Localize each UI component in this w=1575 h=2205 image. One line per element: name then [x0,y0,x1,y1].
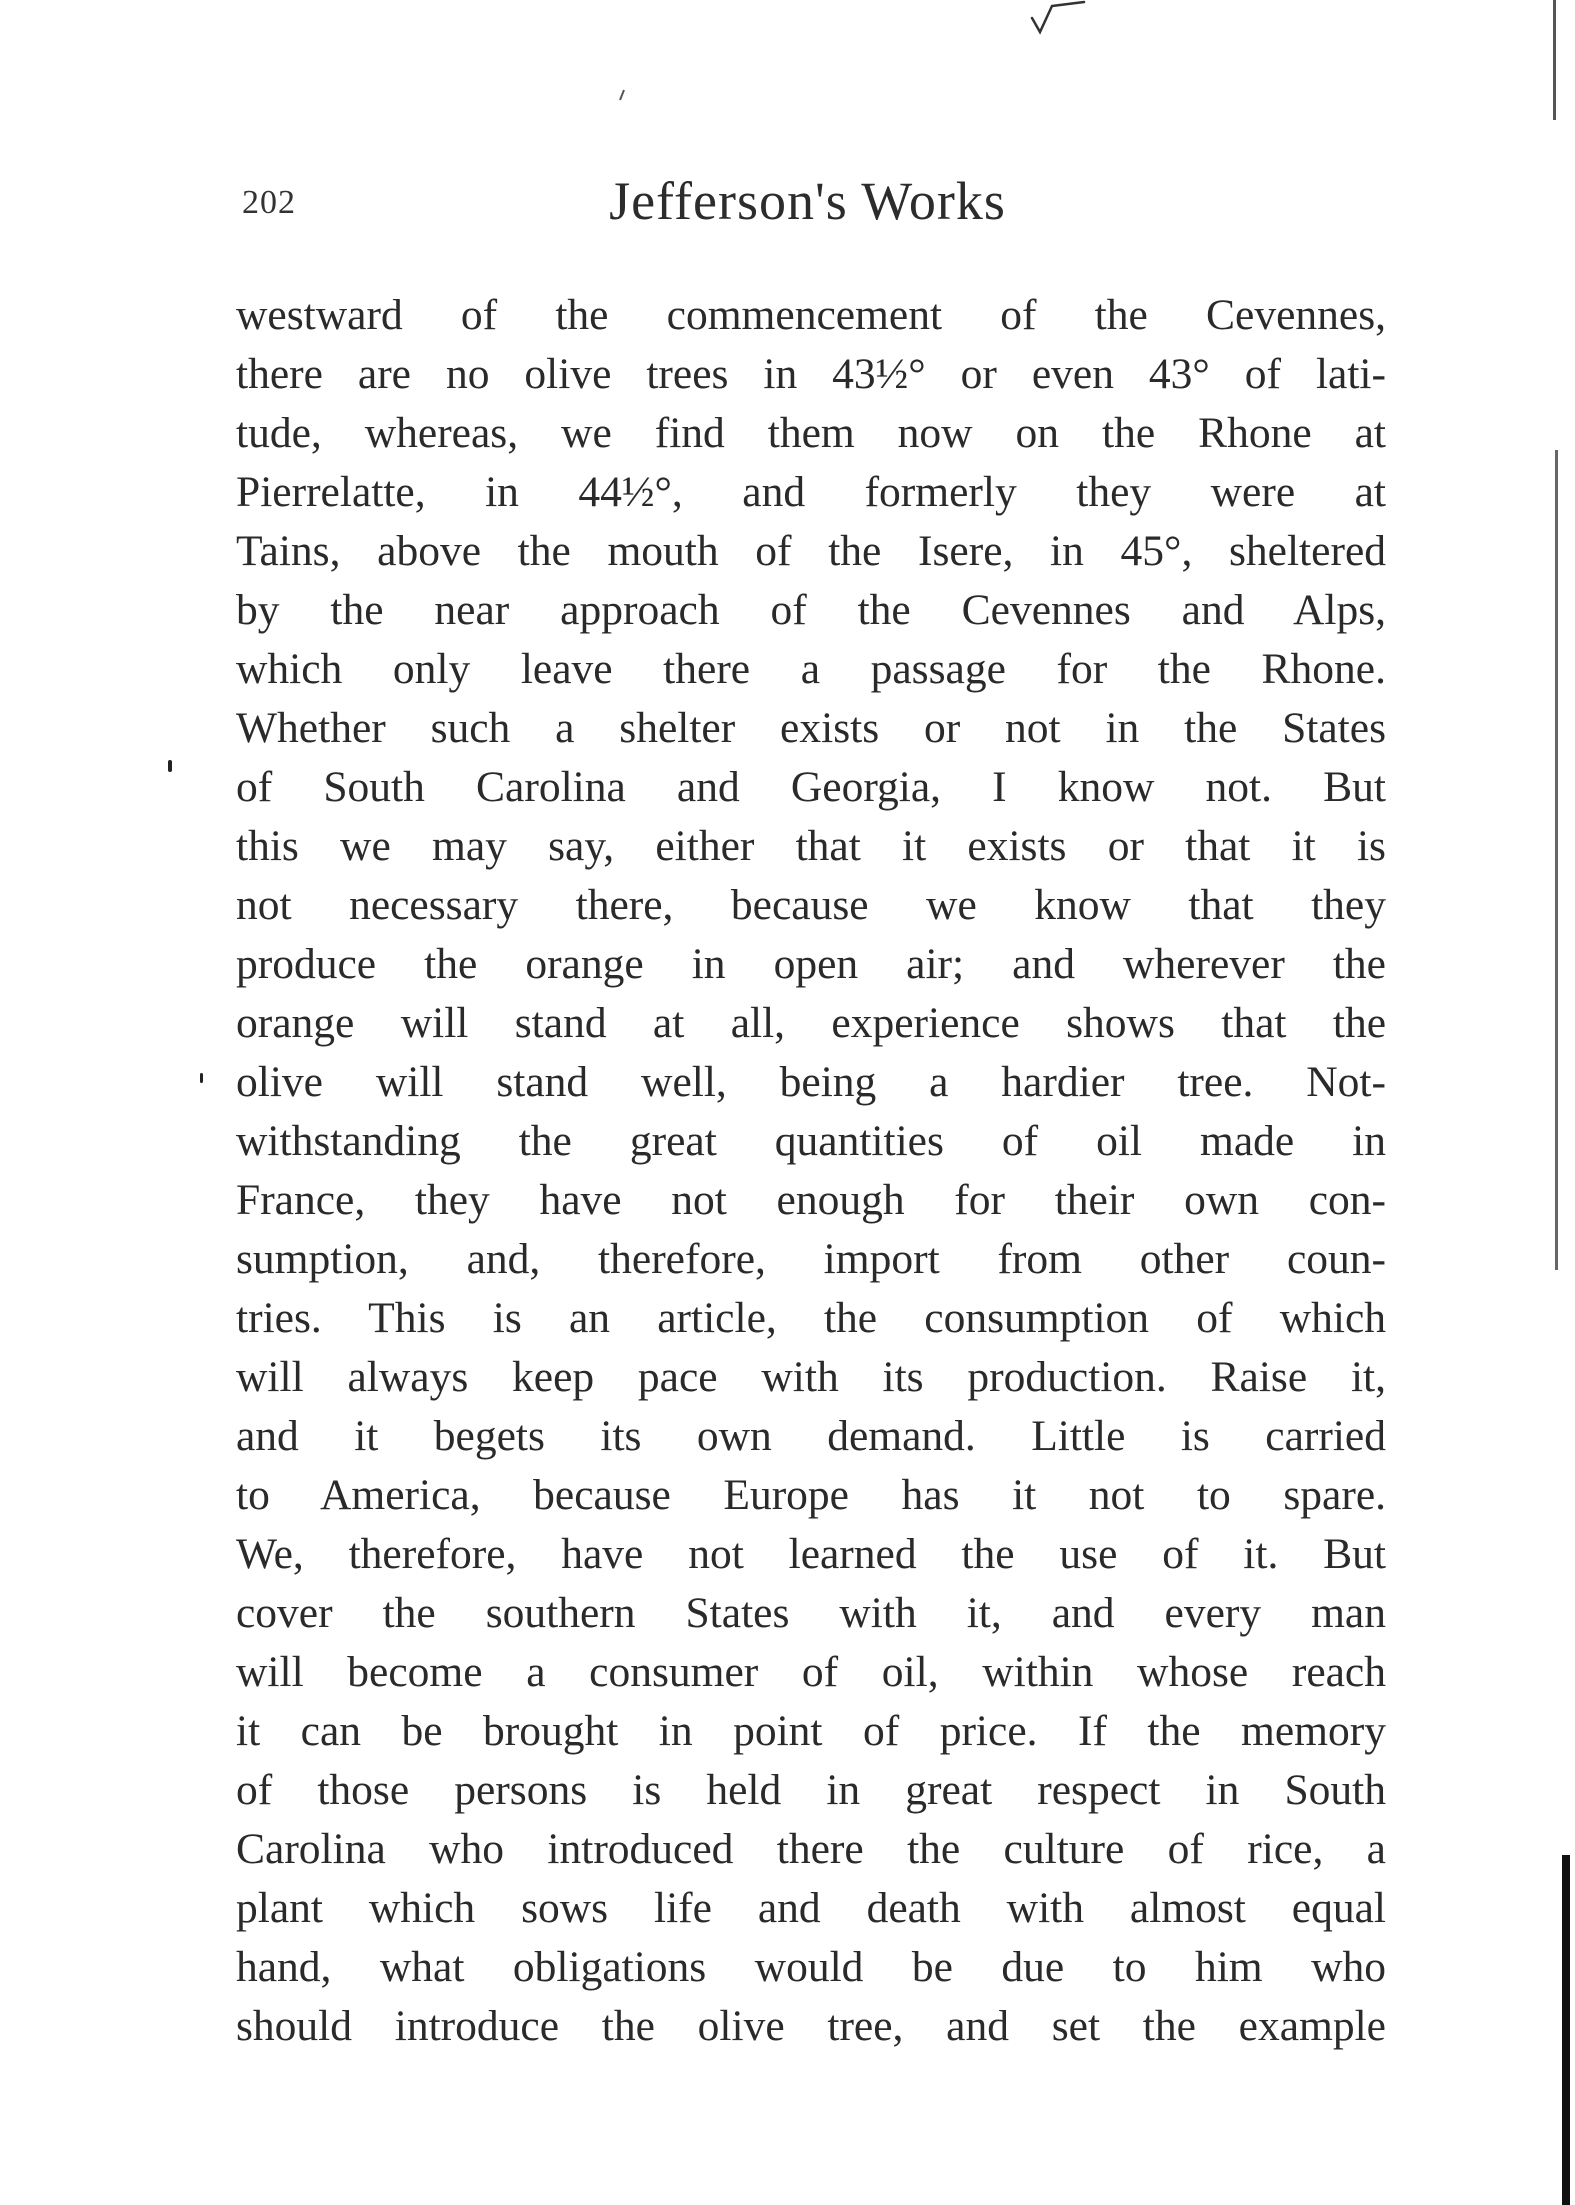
text-line: westward of the commencement of the Cevennes, [236,291,1386,339]
text-line: will become a consumer of oil, within whose reach [236,1648,1386,1696]
text-line: it can be brought in point of price. If the memory [236,1707,1386,1755]
text-line: Whether such a shelter exists or not in the States [236,704,1386,752]
text-line: and it begets its own demand. Little is carried [236,1412,1386,1460]
text-line: Pierrelatte, in 44½°, and formerly they were at [236,468,1386,516]
page-number: 202 [242,184,296,221]
text-line: there are no olive trees in 43½° or even 43° of lati- [236,350,1386,398]
page-edge-line [1553,0,1556,120]
page-edge-line [1555,450,1558,1270]
margin-mark [200,1073,203,1083]
text-line: tries. This is an article, the consumption of which [236,1294,1386,1342]
text-line: sumption, and, therefore, import from other coun- [236,1235,1386,1283]
stray-mark-icon [618,88,628,102]
text-line: Tains, above the mouth of the Isere, in 45°, sheltered [236,527,1386,575]
checkmark-icon [1028,0,1088,40]
text-line: withstanding the great quantities of oil made in [236,1117,1386,1165]
text-line: not necessary there, because we know that they [236,881,1386,929]
text-line: by the near approach of the Cevennes and Alps, [236,586,1386,634]
text-line: this we may say, either that it exists or that it is [236,822,1386,870]
page-edge-bar [1562,1855,1570,2205]
text-line: should introduce the olive tree, and set the example [236,2002,1386,2050]
text-line: cover the southern States with it, and every man [236,1589,1386,1637]
text-line: tude, whereas, we find them now on the Rhone at [236,409,1386,457]
text-line: will always keep pace with its production. Raise it, [236,1353,1386,1401]
text-line: plant which sows life and death with almost equal [236,1884,1386,1932]
text-line: produce the orange in open air; and wherever the [236,940,1386,988]
text-line: hand, what obligations would be due to him who [236,1943,1386,1991]
text-line: We, therefore, have not learned the use of it. But [236,1530,1386,1578]
text-line: Carolina who introduced there the culture of rice, a [236,1825,1386,1873]
text-line: France, they have not enough for their own con- [236,1176,1386,1224]
margin-mark [168,760,172,772]
text-line: of South Carolina and Georgia, I know not. But [236,763,1386,811]
text-line: to America, because Europe has it not to spare. [236,1471,1386,1519]
text-line: which only leave there a passage for the Rhone. [236,645,1386,693]
text-line: olive will stand well, being a hardier tree. Not- [236,1058,1386,1106]
text-line: orange will stand at all, experience shows that the [236,999,1386,1047]
body-text [236,286,1386,2056]
running-title: Jefferson's Works [609,171,1006,231]
text-line: of those persons is held in great respect in South [236,1766,1386,1814]
